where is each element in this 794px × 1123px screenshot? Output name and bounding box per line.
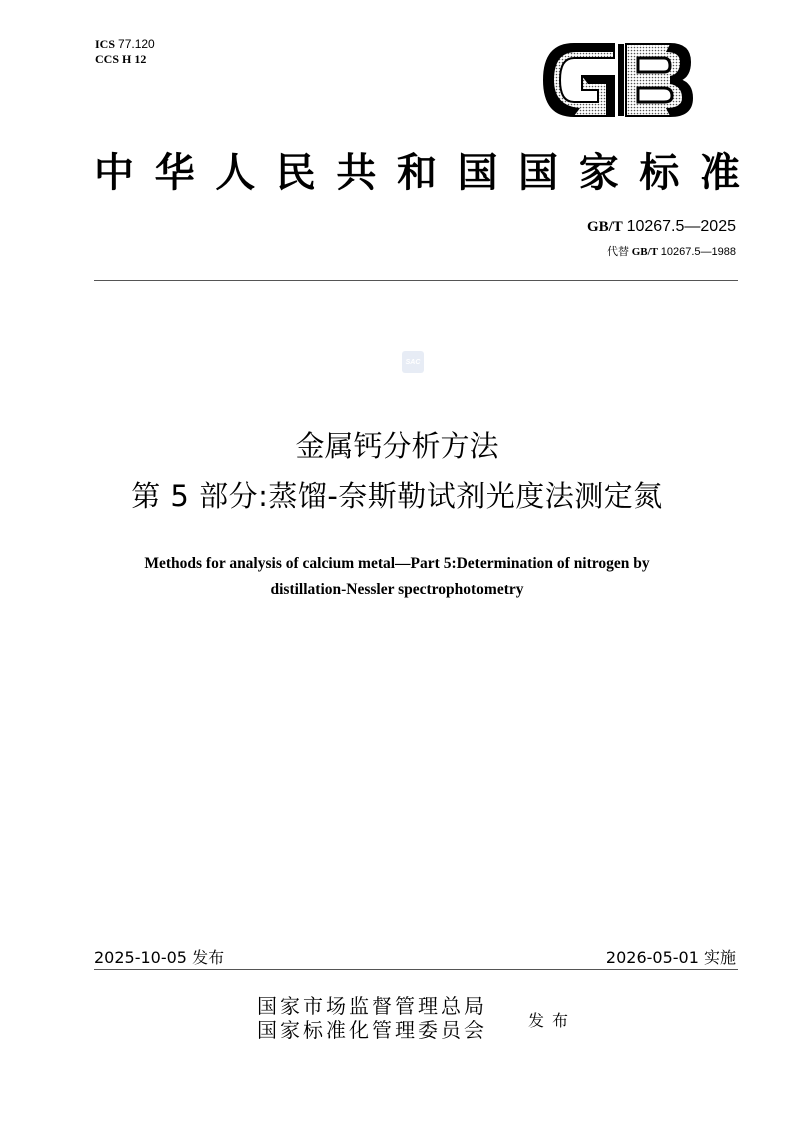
issuer-samr: 国家市场监督管理总局 [257, 994, 487, 1018]
ccs-code: CCS H 12 [95, 52, 147, 66]
issuer-sac: 国家标准化管理委员会 [257, 1018, 487, 1042]
issuing-authorities [257, 994, 487, 1042]
national-standard-title: 中 华 人 民 共 和 国 国 家 标 准 [94, 149, 740, 196]
chinese-title-line2: 第 5 部分:蒸馏-奈斯勒试剂光度法测定氮 [131, 479, 663, 513]
header-divider [94, 280, 738, 281]
implementation-date: 2026-05-01 实施 [605, 948, 736, 967]
replaces-standard: 代替 GB/T 10267.5—1988 [606, 246, 736, 258]
english-title: Methods for analysis of calcium metal—Part 5:Determination of nitrogen by distillation-Nessler spectrophotometry [144, 555, 650, 598]
standard-number: GB/T 10267.5—2025 [586, 218, 736, 235]
sac-watermark-icon: SAC [402, 351, 424, 373]
publish-date: 2025-10-05 发布 [94, 948, 225, 967]
gb-logo-icon [540, 40, 696, 120]
issue-label: 发布 [528, 1011, 577, 1030]
chinese-title-line1: 金属钙分析方法 [295, 429, 499, 463]
footer-divider [94, 969, 738, 970]
classification-codes [95, 37, 155, 67]
ics-code: ICS 77.120 [95, 37, 155, 51]
